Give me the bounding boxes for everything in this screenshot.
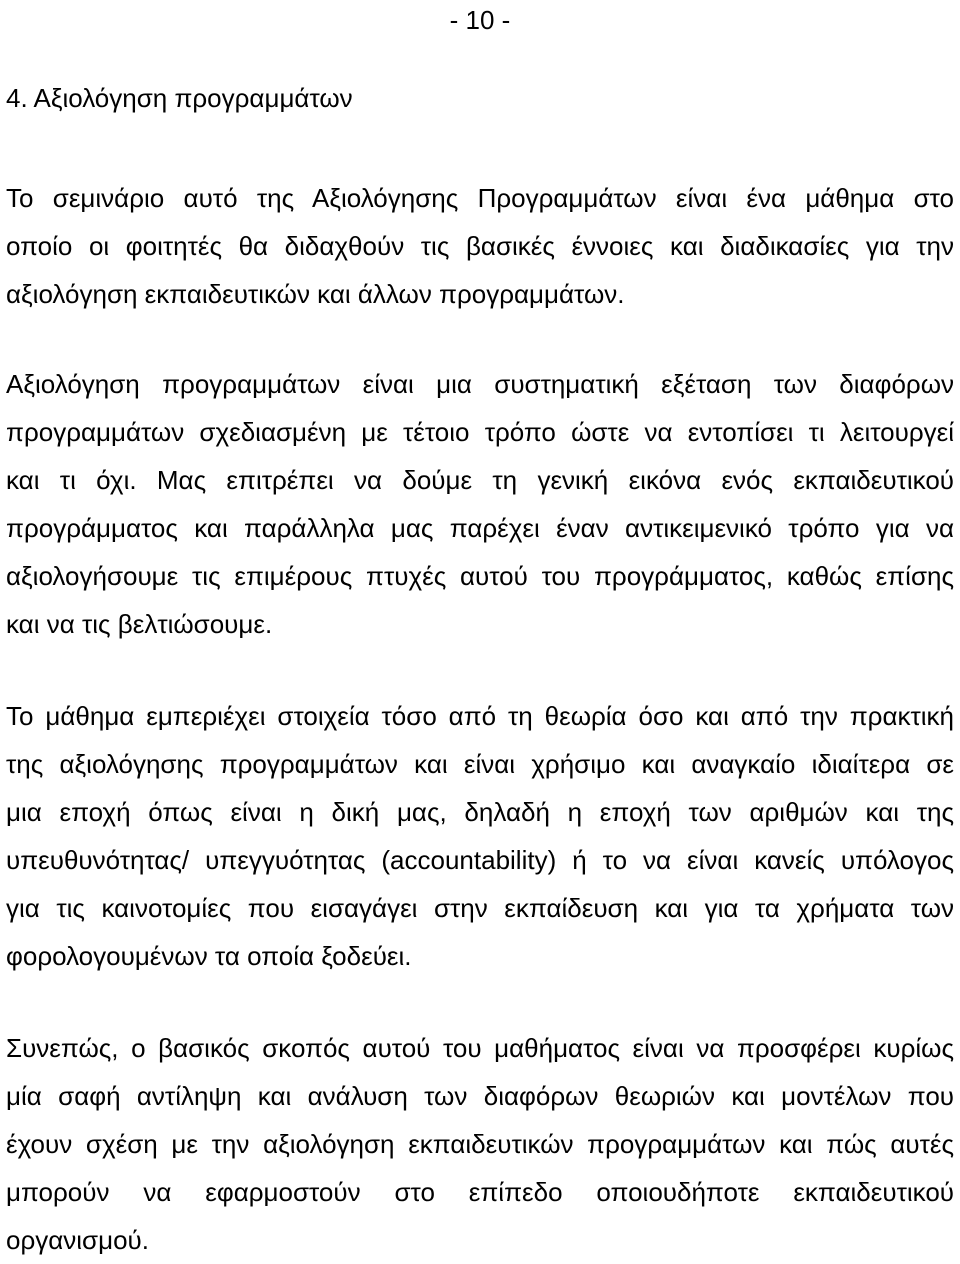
text-line: μία σαφή αντίληψη και ανάλυση των διαφόρων θεωριών και μοντέλων που: [6, 1081, 954, 1111]
text-line: οποίο οι φοιτητές θα διδαχθούν τις βασικές έννοιες και διαδικασίες για την: [6, 231, 954, 261]
text-line: της αξιολόγησης προγραμμάτων και είναι χρήσιμο και αναγκαίο ιδιαίτερα σε: [6, 749, 954, 779]
text-line: Το σεμινάριο αυτό της Αξιολόγησης Προγραμμάτων είναι ένα μάθημα στο: [6, 183, 954, 213]
text-line: Αξιολόγηση προγραμμάτων είναι μια συστηματική εξέταση των διαφόρων: [6, 369, 954, 399]
text-line: προγράμματος και παράλληλα μας παρέχει έναν αντικειμενικό τρόπο για να: [6, 513, 954, 543]
text-line: έχουν σχέση με την αξιολόγηση εκπαιδευτικών προγραμμάτων και πώς αυτές: [6, 1129, 954, 1159]
paragraph-definition: [6, 360, 954, 648]
text-line: αξιολόγηση εκπαιδευτικών και άλλων προγραμμάτων.: [6, 279, 625, 309]
paragraph-intro: [6, 174, 954, 318]
text-line: και τι όχι. Μας επιτρέπει να δούμε τη γενική εικόνα ενός εκπαιδευτικού: [6, 465, 954, 495]
text-line: για τις καινοτομίες που εισαγάγει στην εκπαίδευση και για τα χρήματα των: [6, 893, 954, 923]
text-line: μπορούν να εφαρμοστούν στο επίπεδο οποιουδήποτε εκπαιδευτικού: [6, 1177, 954, 1207]
text-line: υπευθυνότητας/ υπεγγυότητας (accountability) ή το να είναι κανείς υπόλογος: [6, 845, 954, 875]
paragraph-purpose: [6, 1024, 954, 1264]
paragraph-content: [6, 692, 954, 980]
text-line: προγραμμάτων σχεδιασμένη με τέτοιο τρόπο ώστε να εντοπίσει τι λειτουργεί: [6, 417, 954, 447]
text-line: αξιολογήσουμε τις επιμέρους πτυχές αυτού του προγράμματος, καθώς επίσης: [6, 561, 954, 591]
section-title: 4. Αξιολόγηση προγραμμάτων: [6, 83, 353, 113]
text-line: Το μάθημα εμπεριέχει στοιχεία τόσο από τη θεωρία όσο και από την πρακτική: [6, 701, 954, 731]
text-line: μια εποχή όπως είναι η δική μας, δηλαδή η εποχή των αριθμών και της: [6, 797, 954, 827]
text-line: και να τις βελτιώσουμε.: [6, 609, 273, 639]
text-line: Συνεπώς, ο βασικός σκοπός αυτού του μαθήματος είναι να προσφέρει κυρίως: [6, 1033, 954, 1063]
page-number: - 10 -: [449, 5, 511, 35]
text-line: οργανισμού.: [6, 1225, 149, 1255]
text-line: φορολογουμένων τα οποία ξοδεύει.: [6, 941, 412, 971]
